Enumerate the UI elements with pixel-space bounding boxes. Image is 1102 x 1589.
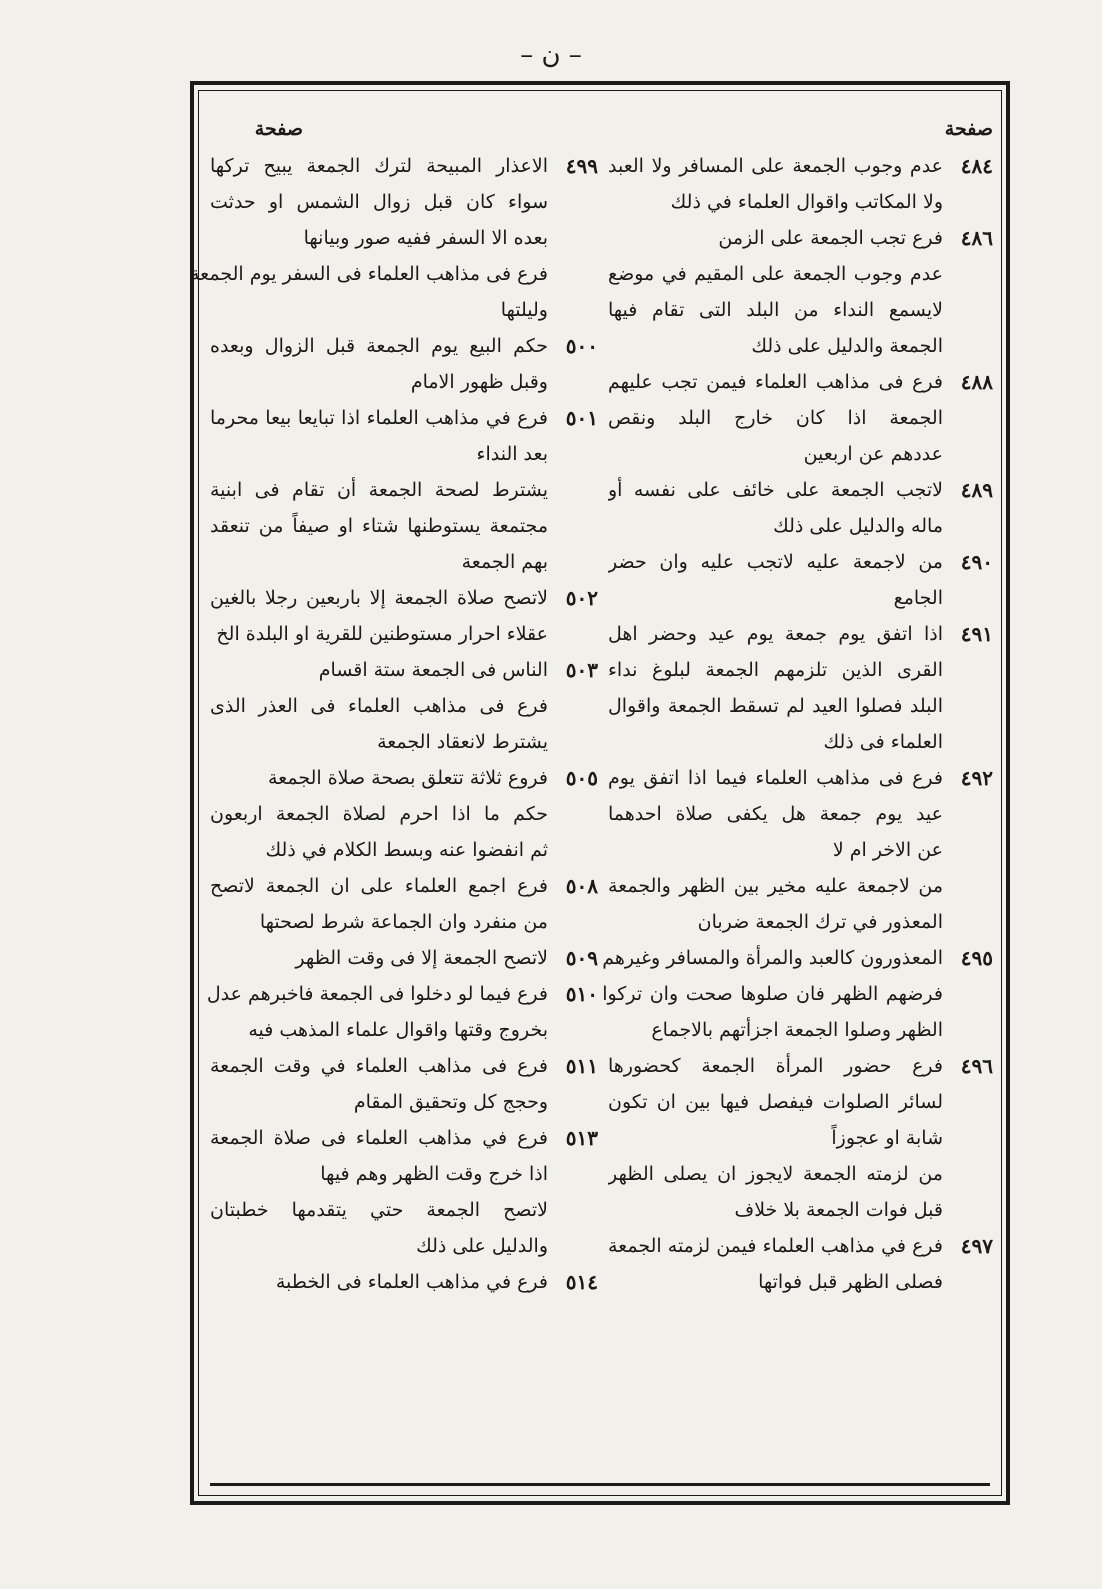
- index-entry: [608, 148, 993, 220]
- entry-line: لاتصح الجمعة حتي يتقدمها خطبتان: [210, 1199, 548, 1221]
- entry-text: [210, 688, 548, 760]
- entry-line: فرع فيما لو دخلوا فى الجمعة فاخبرهم عدل: [206, 983, 548, 1005]
- index-entry: [210, 940, 598, 976]
- index-entry: [210, 760, 598, 796]
- entry-line: فروع ثلاثة تتعلق بصحة صلاة الجمعة: [267, 767, 548, 789]
- entry-list: [602, 148, 993, 1300]
- entry-line: عدم وجوب الجمعة على المسافر ولا العبد: [608, 155, 943, 177]
- entry-line: حكم ما اذا احرم لصلاة الجمعة اربعون: [210, 803, 548, 825]
- entry-line: يشترط لصحة الجمعة أن تقام فى ابنية: [210, 479, 548, 501]
- entry-text: [608, 1228, 943, 1300]
- page-ref-number: ٤٩٩: [565, 154, 598, 178]
- index-entry: [206, 976, 598, 1048]
- entry-line: من لزمته الجمعة لايجوز ان يصلى الظهر: [608, 1163, 943, 1185]
- entry-line: مجتمعة يستوطنها شتاء او صيفاً من تنعقد: [210, 515, 548, 537]
- page-ref-number: [943, 1156, 993, 1228]
- entry-line: الجمعة والدليل على ذلك: [751, 335, 943, 357]
- entry-text: [608, 148, 943, 220]
- entry-text: [608, 1048, 943, 1156]
- index-entry: [210, 652, 598, 688]
- entry-line: وقبل ظهور الامام: [410, 371, 548, 393]
- entry-line: قبل فوات الجمعة بلا خلاف: [734, 1199, 943, 1221]
- index-entry: [608, 760, 993, 868]
- page-ref-number: ٤٨٦: [960, 226, 993, 250]
- index-entry: [210, 400, 598, 472]
- page-ref-number: ٥١٠: [565, 982, 598, 1006]
- entry-line: فرع فى مذاهب العلماء فى السفر يوم الجمعة: [189, 263, 548, 285]
- entry-text: [608, 760, 943, 868]
- entry-text: [210, 1048, 548, 1120]
- entry-line: فصلى الظهر قبل فواتها: [758, 1271, 943, 1293]
- index-entry: [210, 1048, 598, 1120]
- index-entry: [210, 1120, 598, 1192]
- entry-line: الجمعة اذا كان خارج البلد ونقص: [608, 407, 943, 429]
- entry-text: [210, 940, 548, 976]
- index-entry: [210, 1192, 598, 1264]
- entry-line: حكم البيع يوم الجمعة قبل الزوال وبعده: [210, 335, 548, 357]
- entry-line: ثم انفضوا عنه وبسط الكلام في ذلك: [265, 839, 548, 861]
- index-entry: [210, 328, 598, 400]
- entry-line: فرع فى مذاهب العلماء فيمن تجب عليهم: [608, 371, 943, 393]
- entry-text: [608, 1156, 943, 1228]
- entry-line: البلد فصلوا العيد لم تسقط الجمعة واقوال: [608, 695, 943, 717]
- entry-text: [210, 652, 548, 688]
- entry-text: [210, 868, 548, 940]
- page-ref-number: [548, 256, 598, 328]
- page-ref-number: ٤٩٠: [960, 550, 993, 574]
- entry-text: [210, 1192, 548, 1264]
- entry-text: [207, 976, 548, 1048]
- page-ref-number: ٤٩٢: [960, 766, 993, 790]
- index-column-right: [602, 110, 993, 1480]
- index-entry: [210, 688, 598, 760]
- column-header: صفحة: [944, 118, 993, 140]
- entry-line: عدم وجوب الجمعة على المقيم في موضع: [608, 263, 943, 285]
- entry-line: عيد يوم جمعة هل يكفى صلاة احدهما: [608, 803, 943, 825]
- entry-line: الظهر وصلوا الجمعة اجزأتهم بالاجماع: [651, 1019, 943, 1041]
- entry-line: فرع فى مذاهب العلماء في وقت الجمعة: [210, 1055, 548, 1077]
- index-entry: [608, 1156, 993, 1228]
- entry-text: [608, 472, 943, 544]
- entry-text: [608, 616, 943, 760]
- entry-text: [210, 400, 548, 472]
- entry-text: [608, 364, 943, 472]
- entry-line: عقلاء احرار مستوطنين للقرية او البلدة الخ: [216, 623, 548, 645]
- entry-line: المعذورون كالعبد والمرأة والمسافر وغيرهم: [602, 947, 943, 969]
- entry-line: فرضهم الظهر فان صلوها صحت وان تركوا: [602, 983, 943, 1005]
- page-ref-number: ٤٨٩: [960, 478, 993, 502]
- page-ref-number: ٥٠٣: [565, 658, 598, 682]
- index-entry: [210, 148, 598, 256]
- page-ref-number: ٥٠٠: [565, 334, 598, 358]
- entry-line: عددهم عن اربعين: [803, 443, 943, 465]
- page-ref-number: ٥١١: [565, 1054, 598, 1078]
- index-entry: [608, 544, 993, 616]
- entry-text: [210, 328, 548, 400]
- column-header: صفحة: [254, 118, 303, 140]
- entry-text: [602, 940, 943, 1048]
- page-ref-number: [548, 796, 598, 868]
- index-entry: [608, 1048, 993, 1156]
- entry-line: العلماء فى ذلك: [823, 731, 943, 753]
- entry-line: فرع في مذاهب العلماء فى الخطبة: [275, 1271, 548, 1293]
- entry-text: [210, 472, 548, 580]
- entry-line: فرع تجب الجمعة على الزمن: [718, 227, 943, 249]
- page-ref-number: ٥١٤: [565, 1270, 598, 1294]
- entry-line: لسائر الصلوات فيفصل فيها بين ان تكون: [608, 1091, 943, 1113]
- entry-line: من منفرد وان الجماعة شرط لصحتها: [259, 911, 548, 933]
- index-entry: [608, 364, 993, 472]
- page-ref-number: [548, 688, 598, 760]
- index-column-left: [189, 110, 598, 1480]
- page-ref-number: ٥٠٥: [565, 766, 598, 790]
- entry-line: اذا اتفق يوم جمعة يوم عيد وحضر اهل: [608, 623, 943, 645]
- index-entry: [608, 616, 993, 760]
- page-ref-number: [548, 472, 598, 580]
- entry-line: ولا المكاتب واقوال العلماء في ذلك: [670, 191, 943, 213]
- entry-list: [189, 148, 598, 1300]
- index-entry: [189, 256, 598, 328]
- entry-text: [608, 256, 943, 364]
- index-entry: [210, 868, 598, 940]
- entry-line: القرى الذين تلزمهم الجمعة لبلوغ نداء: [608, 659, 943, 681]
- page-ref-number: ٤٩٧: [960, 1234, 993, 1258]
- entry-line: من لاجمعة عليه لاتجب عليه وان حضر: [608, 551, 943, 573]
- entry-line: بخروج وقتها واقوال علماء المذهب فيه: [248, 1019, 548, 1041]
- page-ref-number: ٥٠١: [565, 406, 598, 430]
- entry-line: سواء كان قبل زوال الشمس او حدثت: [210, 191, 548, 213]
- entry-text: [210, 148, 548, 256]
- entry-line: المعذور في ترك الجمعة ضربان: [697, 911, 943, 933]
- entry-text: [210, 796, 548, 868]
- entry-line: الناس فى الجمعة ستة اقسام: [318, 659, 548, 681]
- entry-line: فرع حضور المرأة الجمعة كحضورها: [608, 1055, 943, 1077]
- entry-line: بهم الجمعة: [461, 551, 548, 573]
- page-number: – ن –: [520, 40, 582, 70]
- index-entry: [602, 940, 993, 1048]
- entry-line: فرع اجمع العلماء على ان الجمعة لاتصح: [210, 875, 548, 897]
- page-ref-number: [943, 256, 993, 364]
- entry-line: لايسمع النداء من البلد التى تقام فيها: [608, 299, 943, 321]
- entry-line: فرع فى مذاهب العلماء فى العذر الذى: [210, 695, 548, 717]
- entry-line: فرع في مذاهب العلماء فى صلاة الجمعة: [210, 1127, 548, 1149]
- page-ref-number: [548, 1192, 598, 1264]
- page-ref-number: ٤٩٦: [960, 1054, 993, 1078]
- page-ref-number: ٤٨٨: [960, 370, 993, 394]
- entry-line: لاتصح صلاة الجمعة إلا باربعين رجلا بالغين: [210, 587, 548, 609]
- entry-line: والدليل على ذلك: [416, 1235, 548, 1257]
- page-ref-number: ٥٠٨: [565, 874, 598, 898]
- entry-line: الاعذار المبيحة لترك الجمعة يبيح تركها: [210, 155, 548, 177]
- frame-bottom-rule: [210, 1483, 990, 1486]
- entry-line: شابة او عجوزاً: [831, 1127, 943, 1149]
- entry-line: بعده الا السفر ففيه صور وبيانها: [303, 227, 548, 249]
- index-entry: [210, 580, 598, 652]
- entry-line: وحجج كل وتحقيق المقام: [353, 1091, 548, 1113]
- page-ref-number: ٥١٣: [565, 1126, 598, 1150]
- index-entry: [608, 256, 993, 364]
- entry-line: يشترط لانعقاد الجمعة: [377, 731, 548, 753]
- entry-line: عن الاخر ام لا: [832, 839, 943, 861]
- page-ref-number: ٥٠٩: [565, 946, 598, 970]
- page-ref-number: ٤٩١: [960, 622, 993, 646]
- page-ref-number: ٤٨٤: [960, 154, 993, 178]
- entry-line: من لاجمعة عليه مخير بين الظهر والجمعة: [608, 875, 943, 897]
- entry-text: [210, 1120, 548, 1192]
- entry-line: فرع في مذاهب العلماء اذا تبايعا بيعا محرما: [210, 407, 548, 429]
- entry-line: لاتصح الجمعة إلا فى وقت الظهر: [295, 947, 548, 969]
- entry-line: وليلتها: [500, 299, 548, 321]
- page-ref-number: ٥٠٢: [565, 586, 598, 610]
- entry-line: الجامع: [893, 587, 943, 609]
- index-entry: [210, 472, 598, 580]
- entry-text: [608, 220, 943, 256]
- entry-text: [210, 580, 548, 652]
- entry-text: [210, 1264, 548, 1300]
- entry-text: [210, 760, 548, 796]
- index-entry: [608, 472, 993, 544]
- entry-text: [608, 868, 943, 940]
- index-entry: [210, 796, 598, 868]
- index-entry: [608, 868, 993, 940]
- entry-line: فرع في مذاهب العلماء فيمن لزمته الجمعة: [608, 1235, 943, 1257]
- index-entry: [608, 1228, 993, 1300]
- page-ref-number: ٤٩٥: [960, 946, 993, 970]
- entry-text: [190, 256, 548, 328]
- entry-line: بعد النداء: [476, 443, 548, 465]
- entry-line: اذا خرج وقت الظهر وهم فيها: [320, 1163, 548, 1185]
- entry-line: لاتجب الجمعة على خائف على نفسه أو: [608, 479, 943, 501]
- entry-line: فرع فى مذاهب العلماء فيما اذا اتفق يوم: [608, 767, 943, 789]
- entry-line: ماله والدليل على ذلك: [773, 515, 943, 537]
- entry-text: [608, 544, 943, 616]
- index-entry: [210, 1264, 598, 1300]
- page-ref-number: [943, 868, 993, 940]
- index-entry: [608, 220, 993, 256]
